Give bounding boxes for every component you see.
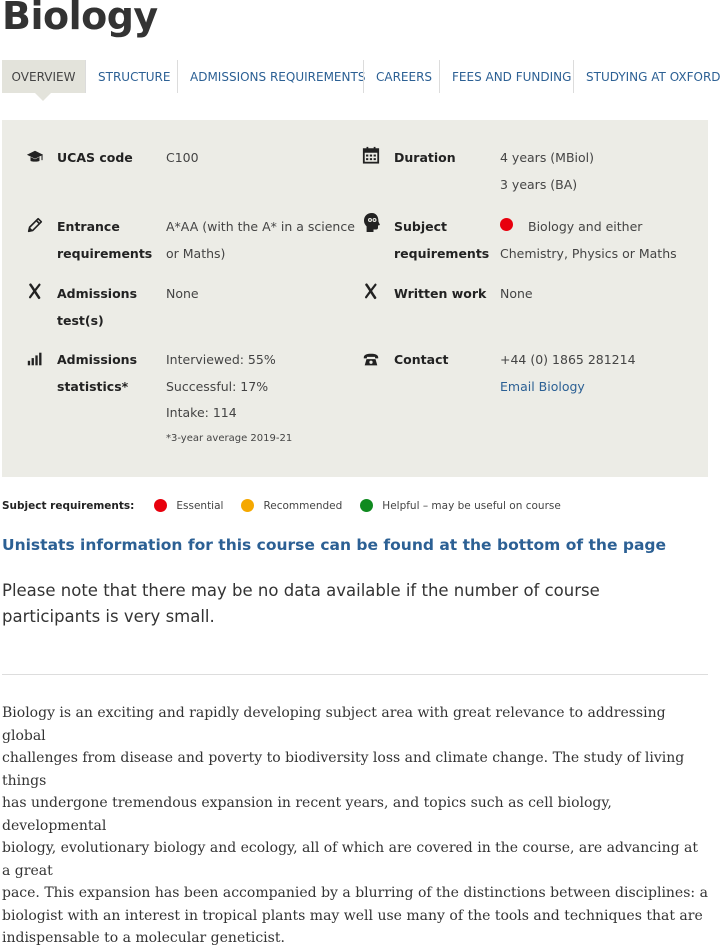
tab-studying-at-oxford[interactable]: STUDYING AT OXFORD — [573, 60, 714, 93]
statistic-line: Intake: 114 — [166, 405, 237, 420]
recommended-dot-icon — [241, 499, 254, 512]
written-work-label: Written work — [394, 286, 487, 301]
helpful-dot-icon — [360, 499, 373, 512]
head-icon — [362, 212, 382, 234]
section-divider — [2, 674, 708, 675]
admissions-test-value: None — [166, 286, 199, 301]
calendar-icon — [362, 146, 380, 164]
tab-structure[interactable]: STRUCTURE — [85, 60, 177, 93]
legend-item-helpful — [360, 499, 561, 512]
legend-item-label: Essential — [176, 499, 224, 512]
intro-line: Biology is an exciting and rapidly developing subject area with great relevance to addressing global — [2, 705, 666, 744]
statistic-line: Interviewed: 55% — [166, 352, 276, 367]
statistic-line: Successful: 17% — [166, 378, 269, 394]
value-line: A*AA (with the A* in a science — [166, 219, 355, 234]
legend-label: Subject requirements: — [2, 499, 135, 512]
email-biology-link[interactable]: Email Biology — [500, 378, 585, 394]
course-tabs — [2, 60, 721, 93]
course-introduction — [2, 702, 708, 950]
duration-label: Duration — [394, 150, 456, 165]
contact-phone: +44 (0) 1865 281214 — [500, 352, 636, 367]
ucas-code-label: UCAS code — [57, 150, 133, 165]
admissions-statistics-value — [166, 347, 292, 446]
written-work-value: None — [500, 286, 533, 301]
value-line: or Maths) — [166, 245, 226, 261]
label-line: requirements — [394, 245, 490, 261]
legend-item-recommended — [241, 499, 342, 512]
subject-requirements-label — [394, 214, 489, 267]
duration-line: 3 years (BA) — [500, 176, 578, 192]
cross-icon — [26, 282, 44, 300]
label-line: Entrance — [57, 219, 120, 234]
tab-careers[interactable]: CAREERS — [363, 60, 439, 93]
graduation-cap-icon — [26, 148, 44, 166]
page-title: Biology — [2, 0, 158, 38]
duration-line: 4 years (MBiol) — [500, 150, 595, 165]
telephone-icon — [362, 351, 380, 369]
tab-overview[interactable]: OVERVIEW — [2, 60, 85, 93]
label-line: Admissions — [57, 286, 138, 301]
entrance-requirements-value — [166, 214, 355, 267]
label-line: statistics* — [57, 378, 129, 394]
intro-line: indispensable to a molecular geneticist. — [2, 930, 285, 946]
admissions-statistics-label — [57, 347, 137, 400]
cross-icon — [362, 282, 380, 300]
statistics-footnote: *3-year average 2019-21 — [166, 432, 293, 444]
admissions-test-label — [57, 281, 137, 334]
intro-line: biologist with an interest in tropical plants may well use many of the tools and techniques that are — [2, 907, 703, 924]
unistats-link[interactable]: Unistats information for this course can be found at the bottom of the page — [2, 536, 667, 554]
legend-item-label: Helpful – may be useful on course — [382, 499, 561, 512]
intro-line: has undergone tremendous expansion in recent years, and topics such as cell biology, developmental — [2, 795, 612, 834]
bar-chart-icon — [26, 350, 44, 368]
legend-item-essential — [154, 499, 223, 512]
value-line: Biology and either — [528, 219, 643, 234]
essential-dot-icon — [154, 499, 167, 512]
no-data-note: Please note that there may be no data available if the number of course participants is very small. — [2, 581, 600, 626]
label-line: requirements — [57, 245, 153, 261]
intro-line: challenges from disease and poverty to biodiversity loss and climate change. The study of living things — [2, 750, 685, 789]
tab-fees-and-funding[interactable]: FEES AND FUNDING — [439, 60, 573, 93]
tab-admissions-requirements[interactable]: ADMISSIONS REQUIREMENTS — [177, 60, 363, 93]
ucas-code-value: C100 — [166, 150, 199, 165]
pencil-icon — [26, 216, 44, 234]
contact-value — [500, 347, 636, 400]
value-line: Chemistry, Physics or Maths — [500, 245, 677, 261]
intro-line: biology, evolutionary biology and ecology, all of which are covered in the course, are advancing at a great — [2, 840, 698, 879]
contact-label: Contact — [394, 352, 449, 367]
subject-requirements-legend — [2, 499, 579, 512]
entrance-requirements-label — [57, 214, 152, 267]
label-line: test(s) — [57, 312, 104, 328]
label-line: Admissions — [57, 352, 138, 367]
duration-value — [500, 145, 594, 198]
intro-line: pace. This expansion has been accompanied by a blurring of the distinctions between disciplines: a — [2, 885, 708, 901]
subject-requirements-value — [500, 214, 677, 267]
course-summary-panel — [2, 120, 708, 477]
legend-item-label: Recommended — [263, 499, 343, 512]
label-line: Subject — [394, 219, 447, 234]
